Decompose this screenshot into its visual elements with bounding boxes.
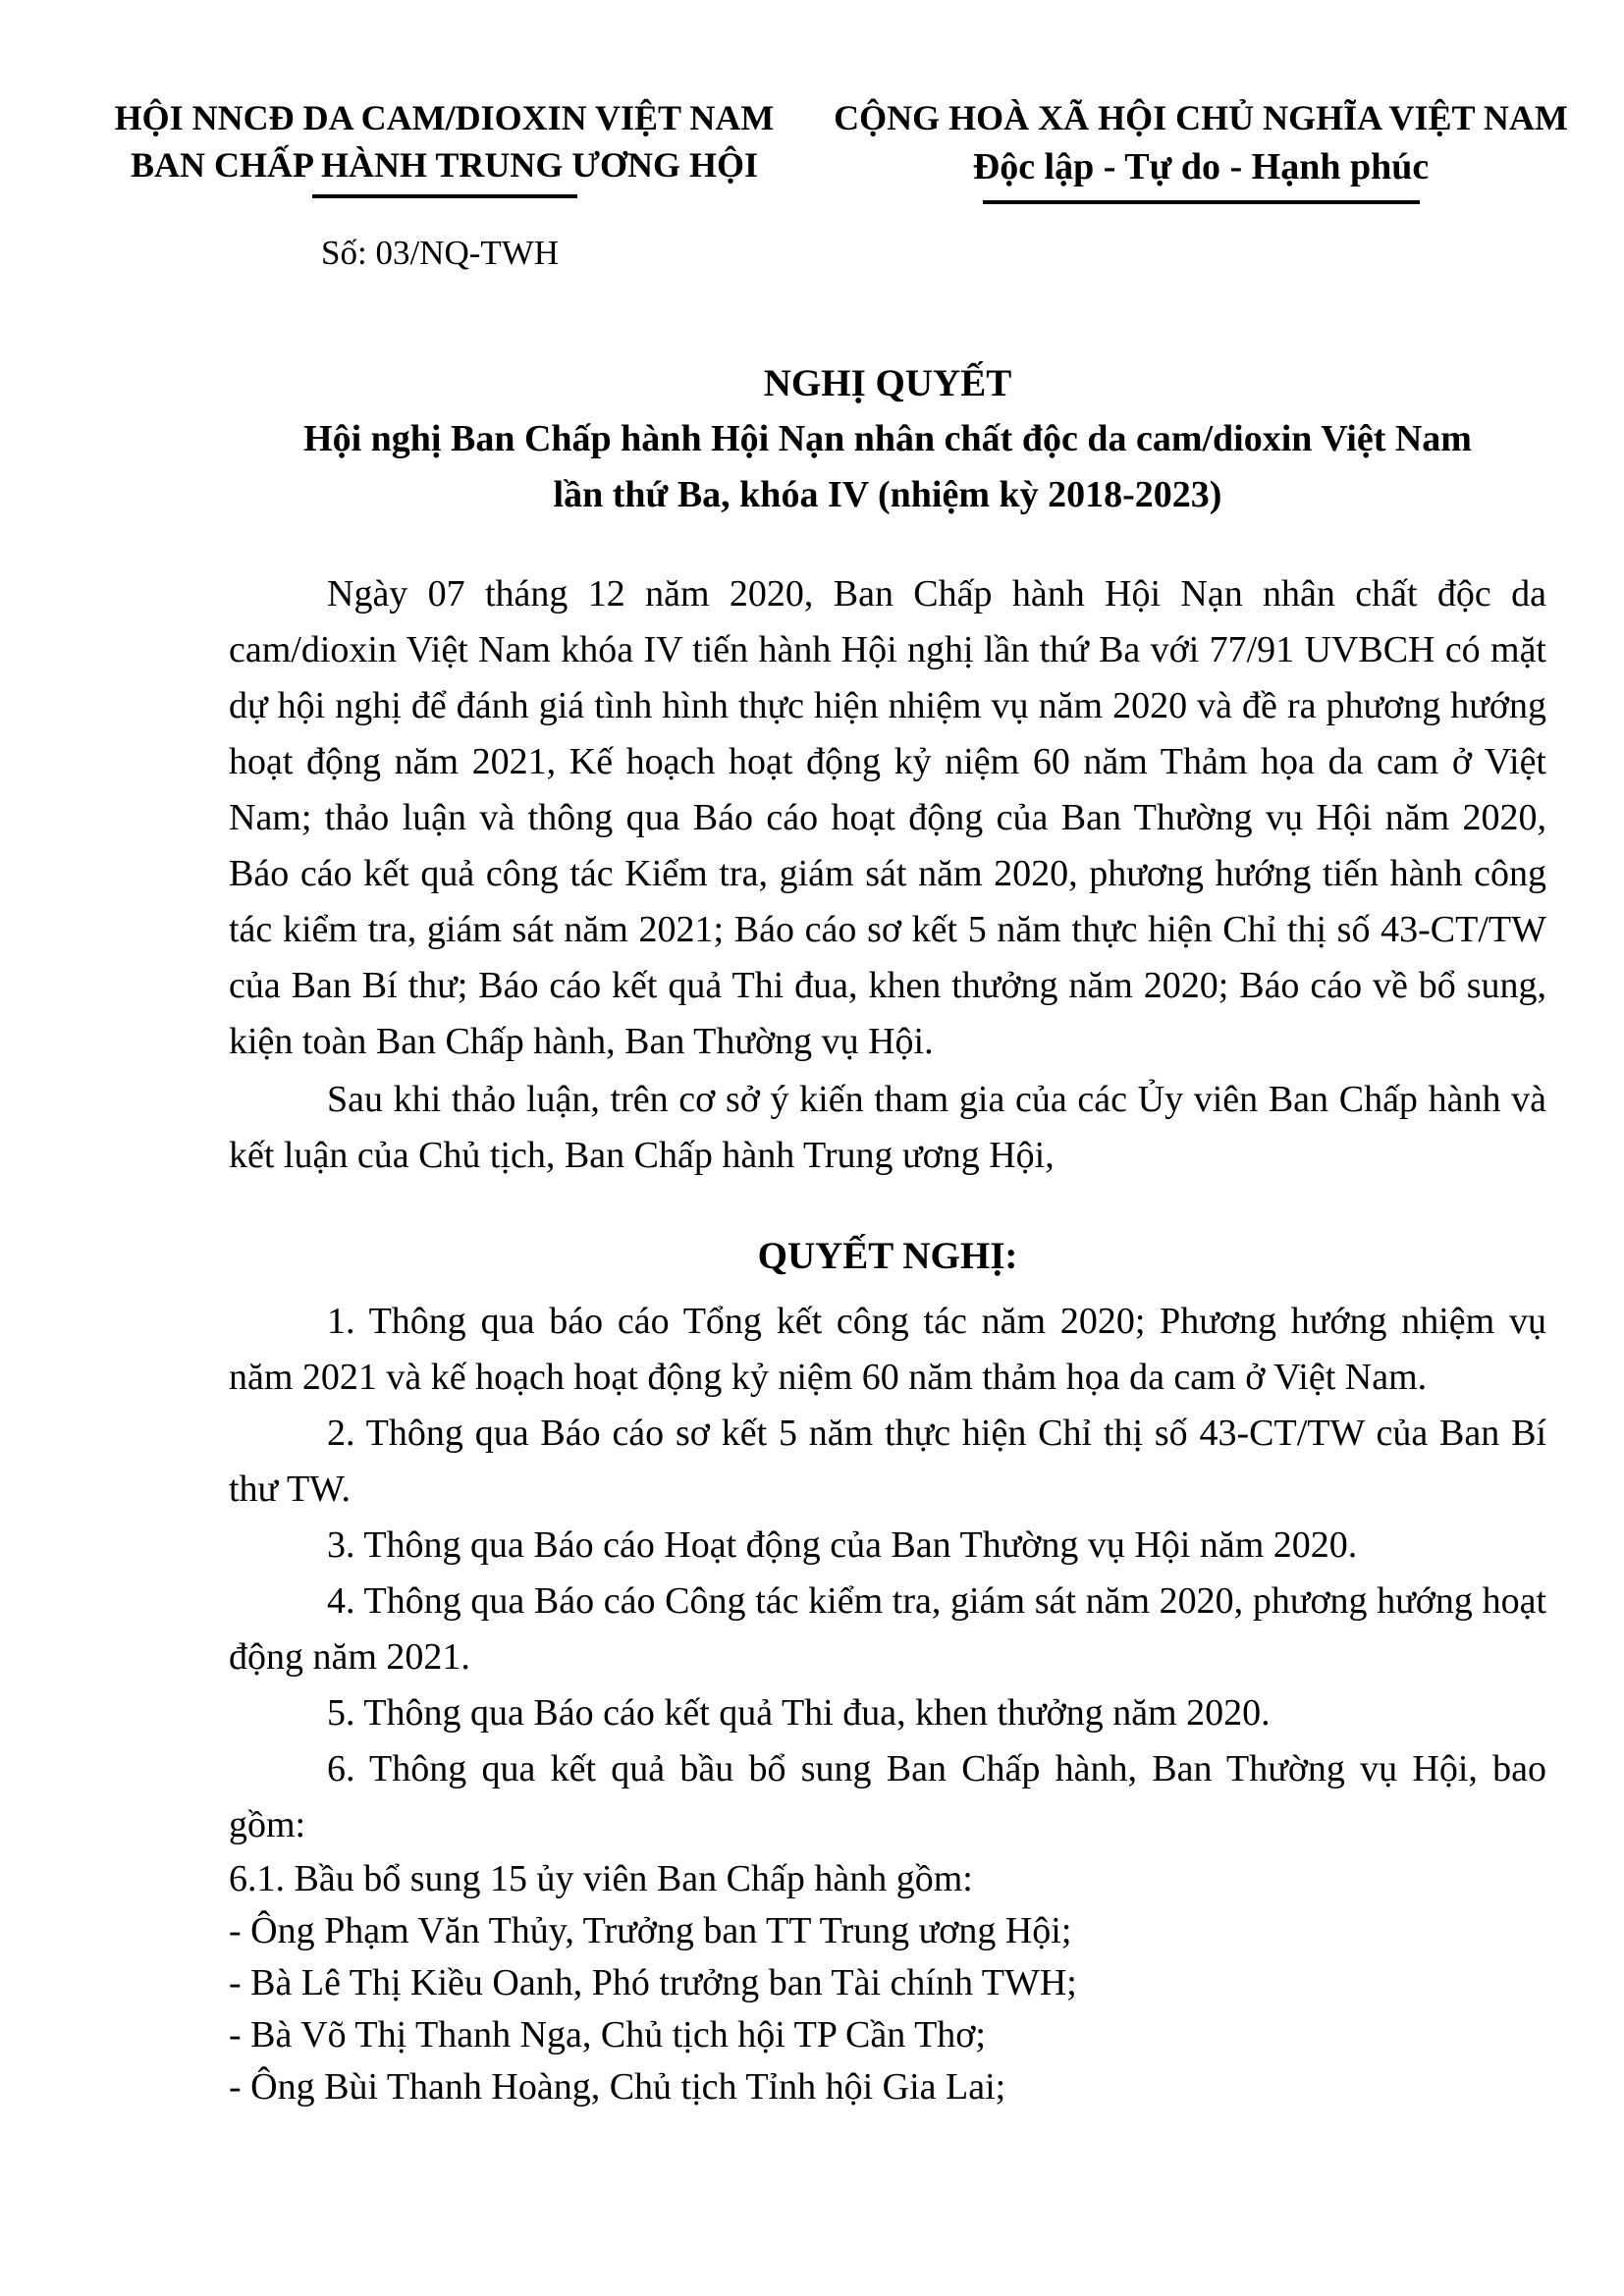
resolution-item-6: 6. Thông qua kết quả bầu bổ sung Ban Chấp hành, Ban Thường vụ Hội, bao gồm: — [229, 1748, 1546, 1845]
member-list-item-1: - Ông Phạm Văn Thủy, Trưởng ban TT Trung ương Hội; — [229, 1910, 1072, 1951]
document-number: Số: 03/NQ-TWH — [321, 234, 560, 272]
title-block — [229, 355, 1546, 523]
resolution-item-5: 5. Thông qua Báo cáo kết quả Thi đua, khen thưởng năm 2020. — [327, 1692, 1271, 1734]
org-name-line1: HỘI NNCĐ DA CAM/DIOXIN VIỆT NAM — [114, 98, 775, 137]
national-motto-block — [827, 94, 1575, 204]
resolution-item-3: 3. Thông qua Báo cáo Hoạt động của Ban Thường vụ Hội năm 2020. — [327, 1524, 1358, 1566]
header-left-underline — [312, 194, 577, 198]
resolution-item-4: 4. Thông qua Báo cáo Công tác kiểm tra, giám sát năm 2020, phương hướng hoạt động năm 2021. — [229, 1580, 1546, 1678]
body-paragraph-2: Sau khi thảo luận, trên cơ sở ý kiến tham gia của các Ủy viên Ban Chấp hành và kết luận của Chủ tịch, Ban Chấp hành Trung ương Hội, — [229, 1079, 1546, 1176]
resolution-heading: QUYẾT NGHỊ: — [757, 1235, 1018, 1277]
document-subtitle-line1: Hội nghị Ban Chấp hành Hội Nạn nhân chất độc da cam/dioxin Việt Nam — [303, 418, 1472, 459]
org-name-line2: BAN CHẤP HÀNH TRUNG ƯƠNG HỘI — [130, 145, 759, 185]
resolution-item-2: 2. Thông qua Báo cáo sơ kết 5 năm thực hiện Chỉ thị số 43-CT/TW của Ban Bí thư TW. — [229, 1413, 1546, 1510]
sub-item-heading: 6.1. Bầu bổ sung 15 ủy viên Ban Chấp hành gồm: — [229, 1858, 973, 1899]
issuing-org-block — [103, 94, 785, 198]
member-list-item-2: - Bà Lê Thị Kiều Oanh, Phó trưởng ban Tài chính TWH; — [229, 1962, 1077, 2003]
document-body — [229, 566, 1546, 2113]
document-subtitle-line2: lần thứ Ba, khóa IV (nhiệm kỳ 2018-2023) — [553, 474, 1222, 515]
body-paragraph-1: Ngày 07 tháng 12 năm 2020, Ban Chấp hành Hội Nạn nhân chất độc da cam/dioxin Việt Nam khóa IV tiến hành Hội nghị lần thứ Ba với 77/91 UVBCH có mặt dự hội nghị để đánh giá tình hình thực hiện nhiệm vụ năm 2020 và đề ra phương hướng hoạt động năm 2021, Kế hoạch hoạt động kỷ niệm 60 năm Thảm họa da cam ở Việt Nam; thảo luận và thông qua Báo cáo hoạt động của Ban Thường vụ Hội năm 2020, Báo cáo kết quả công tác Kiểm tra, giám sát năm 2020, phương hướng tiến hành công tác kiểm tra, giám sát năm 2021; Báo cáo sơ kết 5 năm thực hiện Chỉ thị số 43-CT/TW của Ban Bí thư; Báo cáo kết quả Thi đua, khen thưởng năm 2020; Báo cáo về bổ sung, kiện toàn Ban Chấp hành, Ban Thường vụ Hội. — [229, 573, 1546, 1062]
member-list-item-4: - Ông Bùi Thanh Hoàng, Chủ tịch Tỉnh hội Gia Lai; — [229, 2066, 1006, 2108]
member-list-item-3: - Bà Võ Thị Thanh Nga, Chủ tịch hội TP Cần Thơ; — [229, 2014, 986, 2056]
document-content — [229, 355, 1546, 2113]
document-title: NGHỊ QUYẾT — [763, 362, 1012, 404]
resolution-item-1: 1. Thông qua báo cáo Tổng kết công tác năm 2020; Phương hướng nhiệm vụ năm 2021 và kế hoạch hoạt động kỷ niệm 60 năm thảm họa da cam ở Việt Nam. — [229, 1301, 1546, 1398]
header-right-underline — [983, 200, 1420, 204]
national-title: CỘNG HOÀ XÃ HỘI CHỦ NGHĨA VIỆT NAM — [834, 98, 1568, 137]
national-motto: Độc lập - Tự do - Hạnh phúc — [972, 146, 1430, 187]
